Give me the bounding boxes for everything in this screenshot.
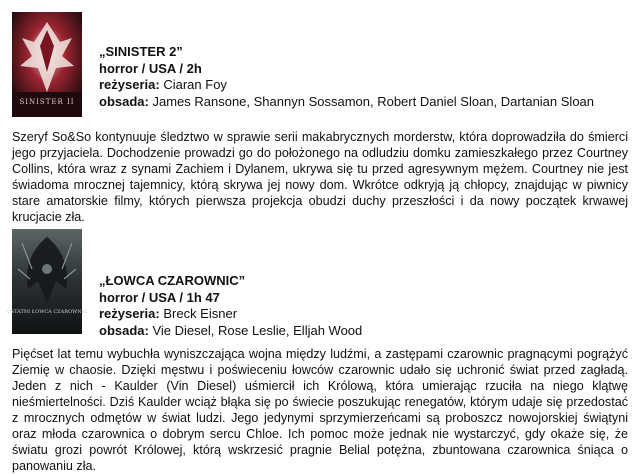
poster-title-text: SINISTER II <box>19 98 75 106</box>
cast-label: obsada: <box>99 93 149 109</box>
director-label: reżyseria: <box>99 77 160 92</box>
film-header-sinister-2 <box>99 44 594 110</box>
film-cast-row <box>99 323 362 340</box>
film-title: „SINISTER 2” <box>99 44 183 59</box>
cast-label: obsada: <box>99 322 149 338</box>
sinister-2-poster <box>12 12 82 117</box>
film-description-lowca-czarownic: Pięćset lat temu wybuchła wyniszczająca wojna między ludźmi, a zastępami czarownic pragnącymi pogrążyć Ziemię w chaosie. Dzięki męstwu i poświeceniu łowców czarownic udało się uchronić świat przed zagładą. Jeden z nich - Kaulder (Vin Diesel) uśmiercił ich Królową, która umierając rzuciła na niego klątwę nieśmiertelności. Dziś Kaulder wciąż błąka się po świecie poszukując renegatów, którym udaje się przedostać z mrocznych odmętów w świat ludzi. Jego jedynymi sprzymierzeńcami są proboszcz nowojorskiej świątyni oraz młoda czarownica o dobrym sercu Chloe. Ich pomoc może jednak nie wystarczyć, gdy okaże się, że światu grozi powrót Królowej, którą wskrzesić pragnie Belial potężna, zbuntowana czarownica śniąca o panowaniu zła. <box>12 347 628 473</box>
film-director-row <box>99 306 362 323</box>
film-director-row <box>99 77 594 94</box>
film-genre: horror / USA / 1h 47 <box>99 289 220 305</box>
film-cast-row <box>99 94 594 111</box>
film-director: Breck Eisner <box>163 306 238 321</box>
film-header-lowca-czarownic <box>99 273 362 339</box>
film-director: Ciaran Foy <box>163 77 227 92</box>
film-genre: horror / USA / 2h <box>99 60 202 76</box>
film-description-sinister-2: Szeryf So&So kontynuuje śledztwo w sprawie serii makabrycznych morderstw, która doprowadziła do śmierci jego przyjaciela. Dochodzenie prowadzi go do położonego na odludziu domku zamieszkałego przez Courtney Collins, która wraz z synami Zachiem i Dylanem, ukrywa się tu przed agresywnym mężem. Courtney nie jest świadoma mrocznej tajemnicy, którą skrywa jej nowy dom. Wkrótce odkryją ją chłopcy, znajdując w piwnicy stare amatorskie filmy, których pierwsza projekcja obudzi duchy przeszłości i da nowy początek krwawej krucjacie zła. <box>12 130 628 224</box>
director-label: reżyseria: <box>99 306 160 321</box>
poster-title-text: OSTATNI ŁOWCA CZAROWNIC <box>6 309 88 315</box>
lowca-czarownic-poster <box>6 229 88 334</box>
film-title: „ŁOWCA CZAROWNIC” <box>99 273 246 288</box>
film-cast: James Ransone, Shannyn Sossamon, Robert Daniel Sloan, Dartanian Sloan <box>152 93 595 109</box>
film-cast: Vie Diesel, Rose Leslie, Elljah Wood <box>152 322 363 338</box>
